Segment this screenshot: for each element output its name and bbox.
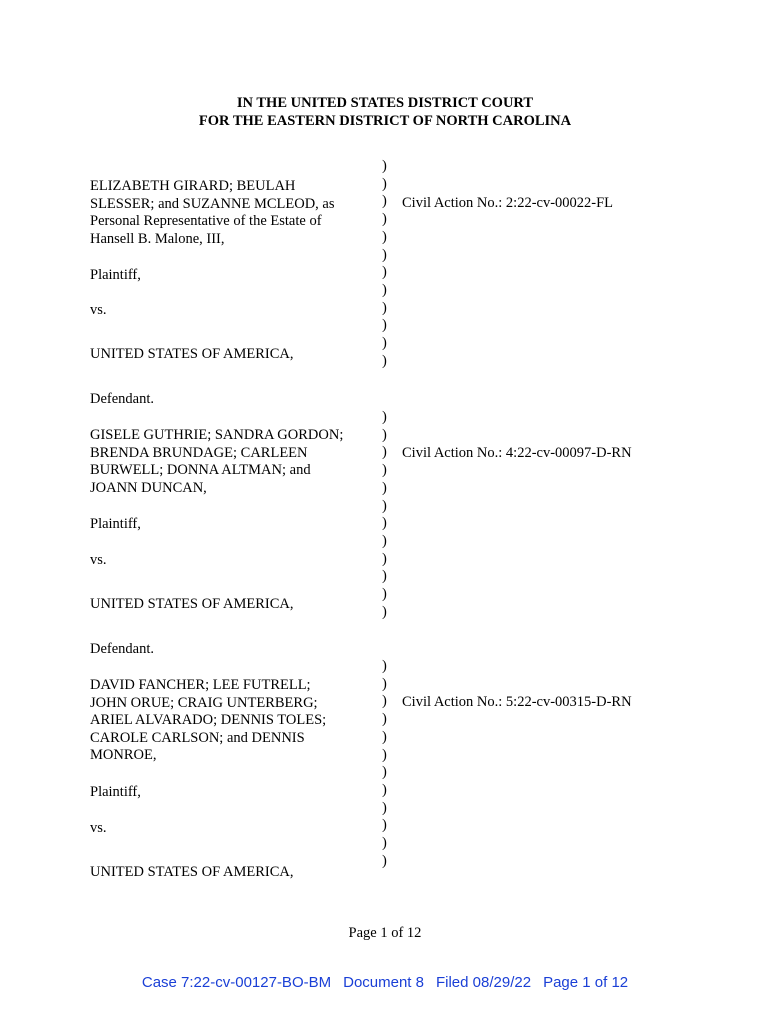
civil-action-number: Civil Action No.: 2:22-cv-00022-FL xyxy=(402,195,614,211)
plaintiff-label: Plaintiff, xyxy=(90,784,141,800)
plaintiff-line: BURWELL; DONNA ALTMAN; and xyxy=(90,462,311,478)
civil-action-number: Civil Action No.: 4:22-cv-00097-D-RN xyxy=(402,445,632,461)
defendant-name: UNITED STATES OF AMERICA, xyxy=(90,864,294,880)
parens-column: ) ) ) ) ) ) ) ) ) ) ) ) xyxy=(382,158,387,369)
defendant-label: Defendant. xyxy=(90,391,155,407)
defendant-name: UNITED STATES OF AMERICA, xyxy=(90,596,294,612)
stamp-page: Page 1 of 12 xyxy=(543,974,629,991)
plaintiff-line: GISELE GUTHRIE; SANDRA GORDON; xyxy=(90,427,344,443)
page-number: Page 1 of 12 xyxy=(348,925,422,941)
plaintiff-line: JOHN ORUE; CRAIG UNTERBERG; xyxy=(90,694,318,711)
filing-stamp xyxy=(0,974,770,991)
parens-column: ) ) ) ) ) ) ) ) ) ) ) ) xyxy=(382,409,387,620)
plaintiff-line: Personal Representative of the Estate of xyxy=(90,213,322,229)
plaintiff-line: JOANN DUNCAN, xyxy=(90,479,207,496)
versus-label: vs. xyxy=(90,820,107,836)
plaintiff-names xyxy=(90,427,370,497)
court-title xyxy=(0,94,770,130)
defendant-name: UNITED STATES OF AMERICA, xyxy=(90,346,294,362)
versus-label: vs. xyxy=(90,552,107,568)
plaintiff-line: ELIZABETH GIRARD; BEULAH xyxy=(90,178,296,194)
plaintiff-line: CAROLE CARLSON; and DENNIS xyxy=(90,729,305,746)
stamp-filed-date: Filed 08/29/22 xyxy=(435,974,532,991)
defendant-label: Defendant. xyxy=(90,641,155,657)
parens-column: ) ) ) ) ) ) ) ) ) ) ) ) xyxy=(382,658,387,869)
stamp-document: Document 8 xyxy=(343,974,424,991)
plaintiff-names xyxy=(90,677,370,765)
plaintiff-line: SLESSER; and SUZANNE MCLEOD, as xyxy=(90,195,335,212)
civil-action-number: Civil Action No.: 5:22-cv-00315-D-RN xyxy=(402,694,632,710)
plaintiff-names xyxy=(90,178,370,248)
plaintiff-line: Hansell B. Malone, III, xyxy=(90,230,225,247)
plaintiff-label: Plaintiff, xyxy=(90,267,141,283)
stamp-case-number: Case 7:22-cv-00127-BO-BM xyxy=(141,974,332,991)
court-title-line-1: IN THE UNITED STATES DISTRICT COURT xyxy=(236,95,534,111)
versus-label: vs. xyxy=(90,302,107,318)
plaintiff-line: MONROE, xyxy=(90,747,157,763)
plaintiff-line: ARIEL ALVARADO; DENNIS TOLES; xyxy=(90,712,327,728)
plaintiff-label: Plaintiff, xyxy=(90,516,141,532)
court-title-line-2: FOR THE EASTERN DISTRICT OF NORTH CAROLINA xyxy=(198,113,572,129)
plaintiff-line: DAVID FANCHER; LEE FUTRELL; xyxy=(90,677,311,693)
plaintiff-line: BRENDA BRUNDAGE; CARLEEN xyxy=(90,444,308,461)
